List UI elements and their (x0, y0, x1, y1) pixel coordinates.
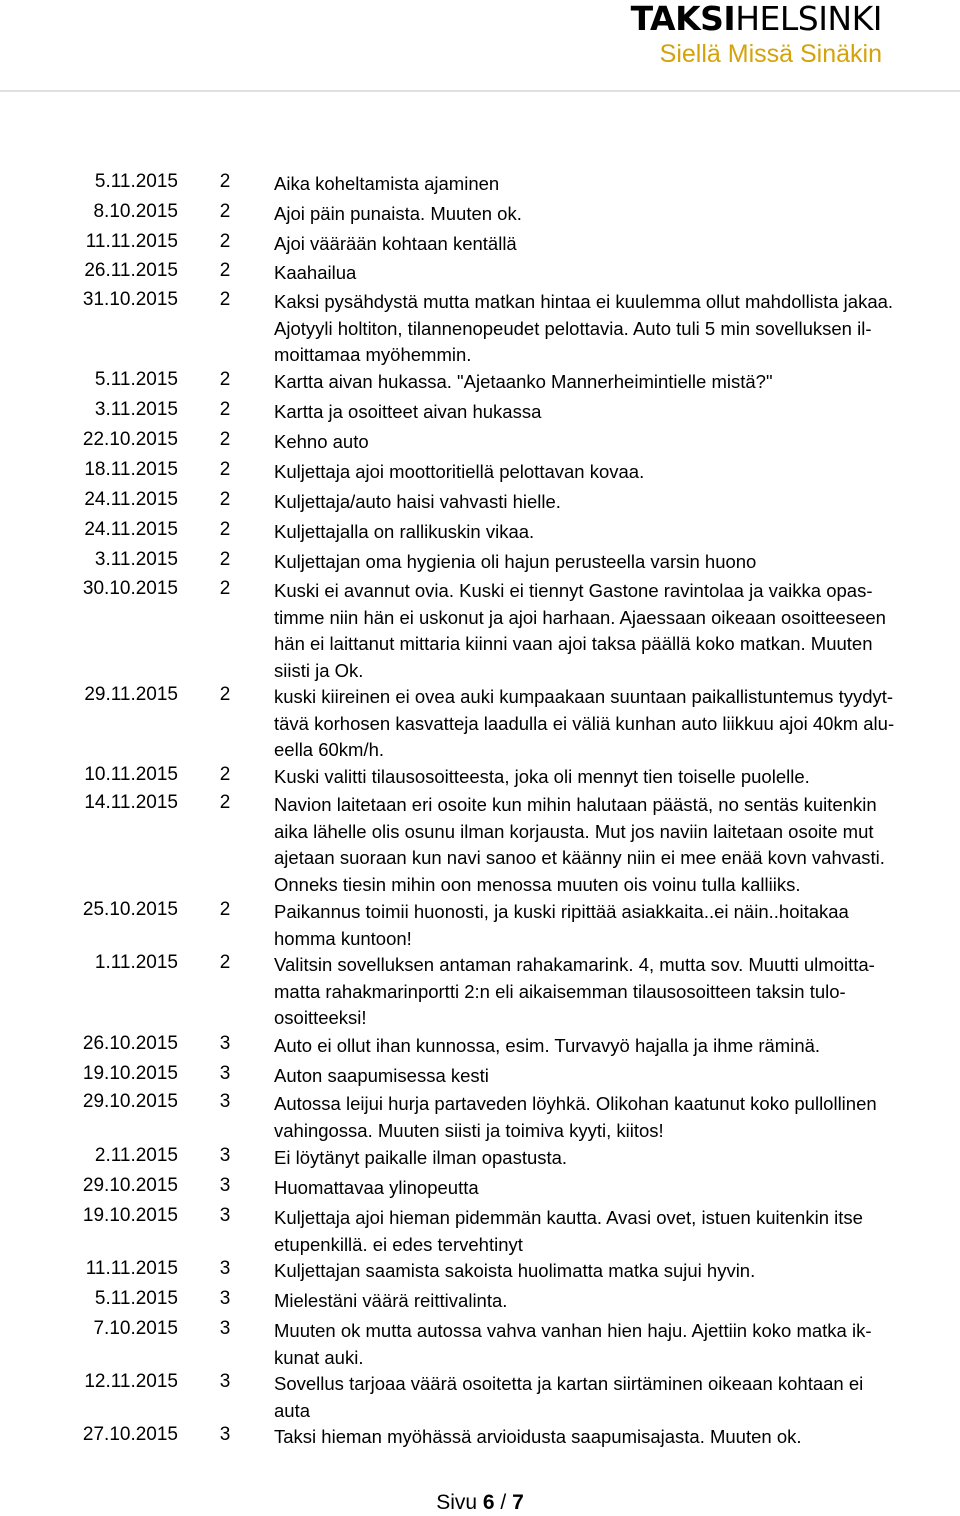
logo-tagline: Siellä Missä Sinäkin (659, 40, 882, 68)
row-score: 2 (219, 459, 231, 480)
row-score: 2 (219, 764, 231, 785)
row-score: 2 (219, 489, 231, 510)
row-date: 11.11.2015 (85, 1258, 178, 1279)
row-date: 31.10.2015 (82, 289, 178, 310)
row-date: 7.10.2015 (93, 1318, 178, 1339)
row-comment: kuski kiireinen ei ovea auki kumpaakaan suuntaan paikallistuntemus tyydyt- tävä korhosen kasvatteja laadulla ei väliä kunhan auto liikkuu ajoi 40km alu- eella 60km/h. (274, 686, 895, 761)
row-comment: Auto ei ollut ihan kunnossa, esim. Turvavyö hajalla ja ihme räminä. (274, 1035, 821, 1056)
row-date: 3.11.2015 (94, 549, 178, 570)
row-comment: Ajoi väärään kohtaan kentällä (274, 233, 517, 254)
row-score: 3 (219, 1091, 231, 1112)
row-score: 2 (219, 201, 231, 222)
row-comment: Autossa leijui hurja partaveden löyhkä. Olikohan kaatunut koko pullollinen vahingossa. Muuten siisti ja toimiva kyyti, kiitos! (274, 1093, 877, 1141)
row-comment: Kuski valitti tilausosoitteesta, joka oli mennyt tien toiselle puolelle. (274, 766, 810, 787)
row-date: 29.10.2015 (82, 1091, 178, 1112)
row-comment: Aika koheltamista ajaminen (274, 173, 500, 194)
row-comment: Navion laitetaan eri osoite kun mihin halutaan päästä, no sentäs kuitenkin aika lähelle olis osunu ilman korjausta. Mut jos naviin laitetaan osoite mut ajetaan suoraan kun navi sanoo et käänny niin ei mee enää kovn vahvasti. Onneks tiesin mihin oon menossa muuten ois voinu tulla kalliiks. (274, 794, 885, 895)
row-date: 5.11.2015 (94, 369, 178, 390)
logo-wordmark-bold: TAKSI (630, 0, 736, 38)
row-comment: Mielestäni väärä reittivalinta. (274, 1290, 508, 1311)
row-date: 3.11.2015 (94, 399, 178, 420)
row-date: 18.11.2015 (84, 459, 178, 480)
row-date: 5.11.2015 (94, 1288, 178, 1309)
row-date: 25.10.2015 (82, 899, 178, 920)
page-separator: / (500, 1491, 507, 1514)
row-date: 30.10.2015 (82, 578, 178, 599)
row-date: 27.10.2015 (82, 1424, 178, 1445)
row-date: 29.11.2015 (84, 684, 178, 705)
row-comment: Auton saapumisessa kesti (274, 1065, 489, 1086)
row-comment: Kuljettaja/auto haisi vahvasti hielle. (274, 491, 561, 512)
row-comment: Paikannus toimii huonosti, ja kuski ripittää asiakkaita..ei näin..hoitakaa homma kuntoon! (274, 901, 849, 949)
row-score: 2 (219, 549, 231, 570)
current-page: 6 (482, 1491, 495, 1514)
row-comment: Kuljettaja ajoi hieman pidemmän kautta. Avasi ovet, istuen kuitenkin itse etupenkillä. ei edes tervehtinyt (274, 1207, 863, 1255)
row-comment: Kuski ei avannut ovia. Kuski ei tiennyt Gastone ravintolaa ja vaikka opas- timme niin hän ei uskonut ja ajoi harhaan. Ajaessaan oikeaan osoitteeseen hän ei laittanut mittaria kiinni vaan ajoi taksa päällä koko matkan. Muuten siisti ja Ok. (274, 580, 886, 681)
row-score: 3 (219, 1033, 231, 1054)
row-score: 2 (219, 952, 231, 973)
row-date: 10.11.2015 (84, 764, 178, 785)
row-score: 3 (219, 1145, 231, 1166)
row-comment: Sovellus tarjoaa väärä osoitetta ja kartan siirtäminen oikeaan kohtaan ei auta (274, 1373, 864, 1421)
row-score: 2 (219, 578, 231, 599)
row-date: 8.10.2015 (93, 201, 178, 222)
row-score: 3 (219, 1371, 231, 1392)
row-comment: Muuten ok mutta autossa vahva vanhan hien haju. Ajettiin koko matka ik- kunat auki. (274, 1320, 872, 1368)
row-score: 2 (219, 260, 231, 281)
row-comment: Taksi hieman myöhässä arvioidusta saapumisajasta. Muuten ok. (274, 1426, 802, 1447)
row-score: 3 (219, 1424, 231, 1445)
row-comment: Kuljettajalla on rallikuskin vikaa. (274, 521, 535, 542)
row-comment: Ajoi päin punaista. Muuten ok. (274, 203, 522, 224)
page-number (0, 1490, 960, 1516)
row-date: 2.11.2015 (94, 1145, 178, 1166)
row-date: 12.11.2015 (84, 1371, 178, 1392)
row-score: 2 (219, 429, 231, 450)
row-comment: Kuljettajan saamista sakoista huolimatta matka sujui hyvin. (274, 1260, 756, 1281)
row-date: 29.10.2015 (82, 1175, 178, 1196)
row-date: 26.11.2015 (84, 260, 178, 281)
row-comment: Ei löytänyt paikalle ilman opastusta. (274, 1147, 568, 1168)
row-score: 2 (219, 399, 231, 420)
row-comment: Valitsin sovelluksen antaman rahakamarink. 4, mutta sov. Muutti ulmoitta- matta rahakmarinportti 2:n eli aikaisemman tilausosoitteen taksin tulo- osoitteeksi! (274, 954, 875, 1029)
row-date: 1.11.2015 (94, 952, 178, 973)
row-date: 19.10.2015 (82, 1063, 178, 1084)
row-score: 2 (219, 369, 231, 390)
row-score: 3 (219, 1205, 231, 1226)
row-score: 2 (219, 231, 231, 252)
row-date: 22.10.2015 (82, 429, 178, 450)
row-comment: Kartta aivan hukassa. "Ajetaanko Mannerheimintielle mistä?" (274, 371, 773, 392)
row-date: 24.11.2015 (84, 519, 178, 540)
row-score: 3 (219, 1318, 231, 1339)
row-date: 5.11.2015 (94, 171, 178, 192)
row-comment: Kuljettaja ajoi moottoritiellä pelottavan kovaa. (274, 461, 645, 482)
row-comment: Huomattavaa ylinopeutta (274, 1177, 479, 1198)
total-pages: 7 (512, 1491, 524, 1514)
row-score: 3 (219, 1288, 231, 1309)
row-score: 2 (219, 519, 231, 540)
row-date: 14.11.2015 (84, 792, 178, 813)
row-score: 2 (219, 289, 231, 310)
row-comment: Kaksi pysähdystä mutta matkan hintaa ei kuulemma ollut mahdollista jakaa. Ajotyyli holtiton, tilannenopeudet pelottavia. Auto tuli 5 min sovelluksen il- moittamaa myöhemmin. (274, 291, 894, 366)
row-comment: Kartta ja osoitteet aivan hukassa (274, 401, 542, 422)
row-comment: Kehno auto (274, 431, 369, 452)
row-score: 2 (219, 899, 231, 920)
row-score: 3 (219, 1175, 231, 1196)
row-score: 3 (219, 1063, 231, 1084)
row-score: 3 (219, 1258, 231, 1279)
row-comment: Kaahailua (274, 262, 357, 283)
row-comment: Kuljettajan oma hygienia oli hajun perusteella varsin huono (274, 551, 757, 572)
row-date: 24.11.2015 (84, 489, 178, 510)
row-score: 2 (219, 792, 231, 813)
row-score: 2 (219, 684, 231, 705)
row-date: 19.10.2015 (82, 1205, 178, 1226)
page-label: Sivu (436, 1491, 478, 1514)
logo-wordmark-light: HELSINKI (735, 0, 882, 38)
row-date: 26.10.2015 (82, 1033, 178, 1054)
row-score: 2 (219, 171, 231, 192)
row-date: 11.11.2015 (85, 231, 178, 252)
